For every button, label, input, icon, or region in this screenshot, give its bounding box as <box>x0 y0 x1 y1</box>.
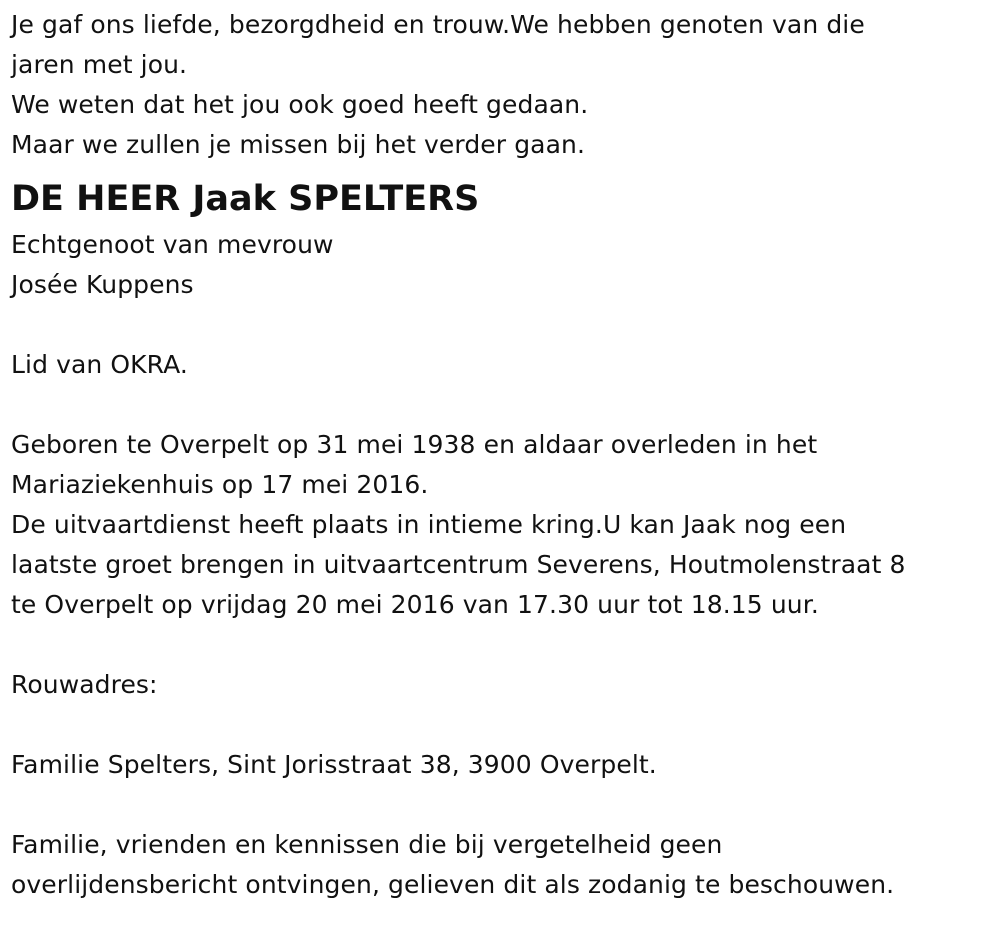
closing-line: Familie, vrienden en kennissen die bij vergetelheid geen <box>11 830 723 859</box>
spacer <box>11 785 991 825</box>
deceased-name: DE HEER Jaak SPELTERS <box>11 179 480 219</box>
closing-line: overlijdensbericht ontvingen, gelieven dit als zodanig te beschouwen. <box>11 870 895 899</box>
spacer <box>11 625 991 665</box>
membership: Lid van OKRA. <box>11 350 188 379</box>
details-block <box>11 425 991 625</box>
poem-line: Maar we zullen je missen bij het verder gaan. <box>11 130 586 159</box>
spacer <box>11 705 991 745</box>
spouse-block <box>11 225 991 305</box>
spacer <box>11 385 991 425</box>
closing-block <box>11 825 991 905</box>
mourning-address: Familie Spelters, Sint Jorisstraat 38, 3900 Overpelt. <box>11 750 657 779</box>
details-line: De uitvaartdienst heeft plaats in intieme kring.U kan Jaak nog een <box>11 510 847 539</box>
obituary-notice <box>11 5 991 905</box>
spouse-name: Josée Kuppens <box>11 270 194 299</box>
poem-line: We weten dat het jou ook goed heeft gedaan. <box>11 90 589 119</box>
poem <box>11 5 991 165</box>
poem-line: Je gaf ons liefde, bezorgdheid en trouw.We hebben genoten van die <box>11 10 865 39</box>
poem-line: jaren met jou. <box>11 50 188 79</box>
spouse-line: Echtgenoot van mevrouw <box>11 230 334 259</box>
details-line: te Overpelt op vrijdag 20 mei 2016 van 17.30 uur tot 18.15 uur. <box>11 590 819 619</box>
details-line: Mariaziekenhuis op 17 mei 2016. <box>11 470 429 499</box>
details-line: laatste groet brengen in uitvaartcentrum Severens, Houtmolenstraat 8 <box>11 550 906 579</box>
details-line: Geboren te Overpelt op 31 mei 1938 en aldaar overleden in het <box>11 430 818 459</box>
address-label: Rouwadres: <box>11 670 158 699</box>
spacer <box>11 305 991 345</box>
